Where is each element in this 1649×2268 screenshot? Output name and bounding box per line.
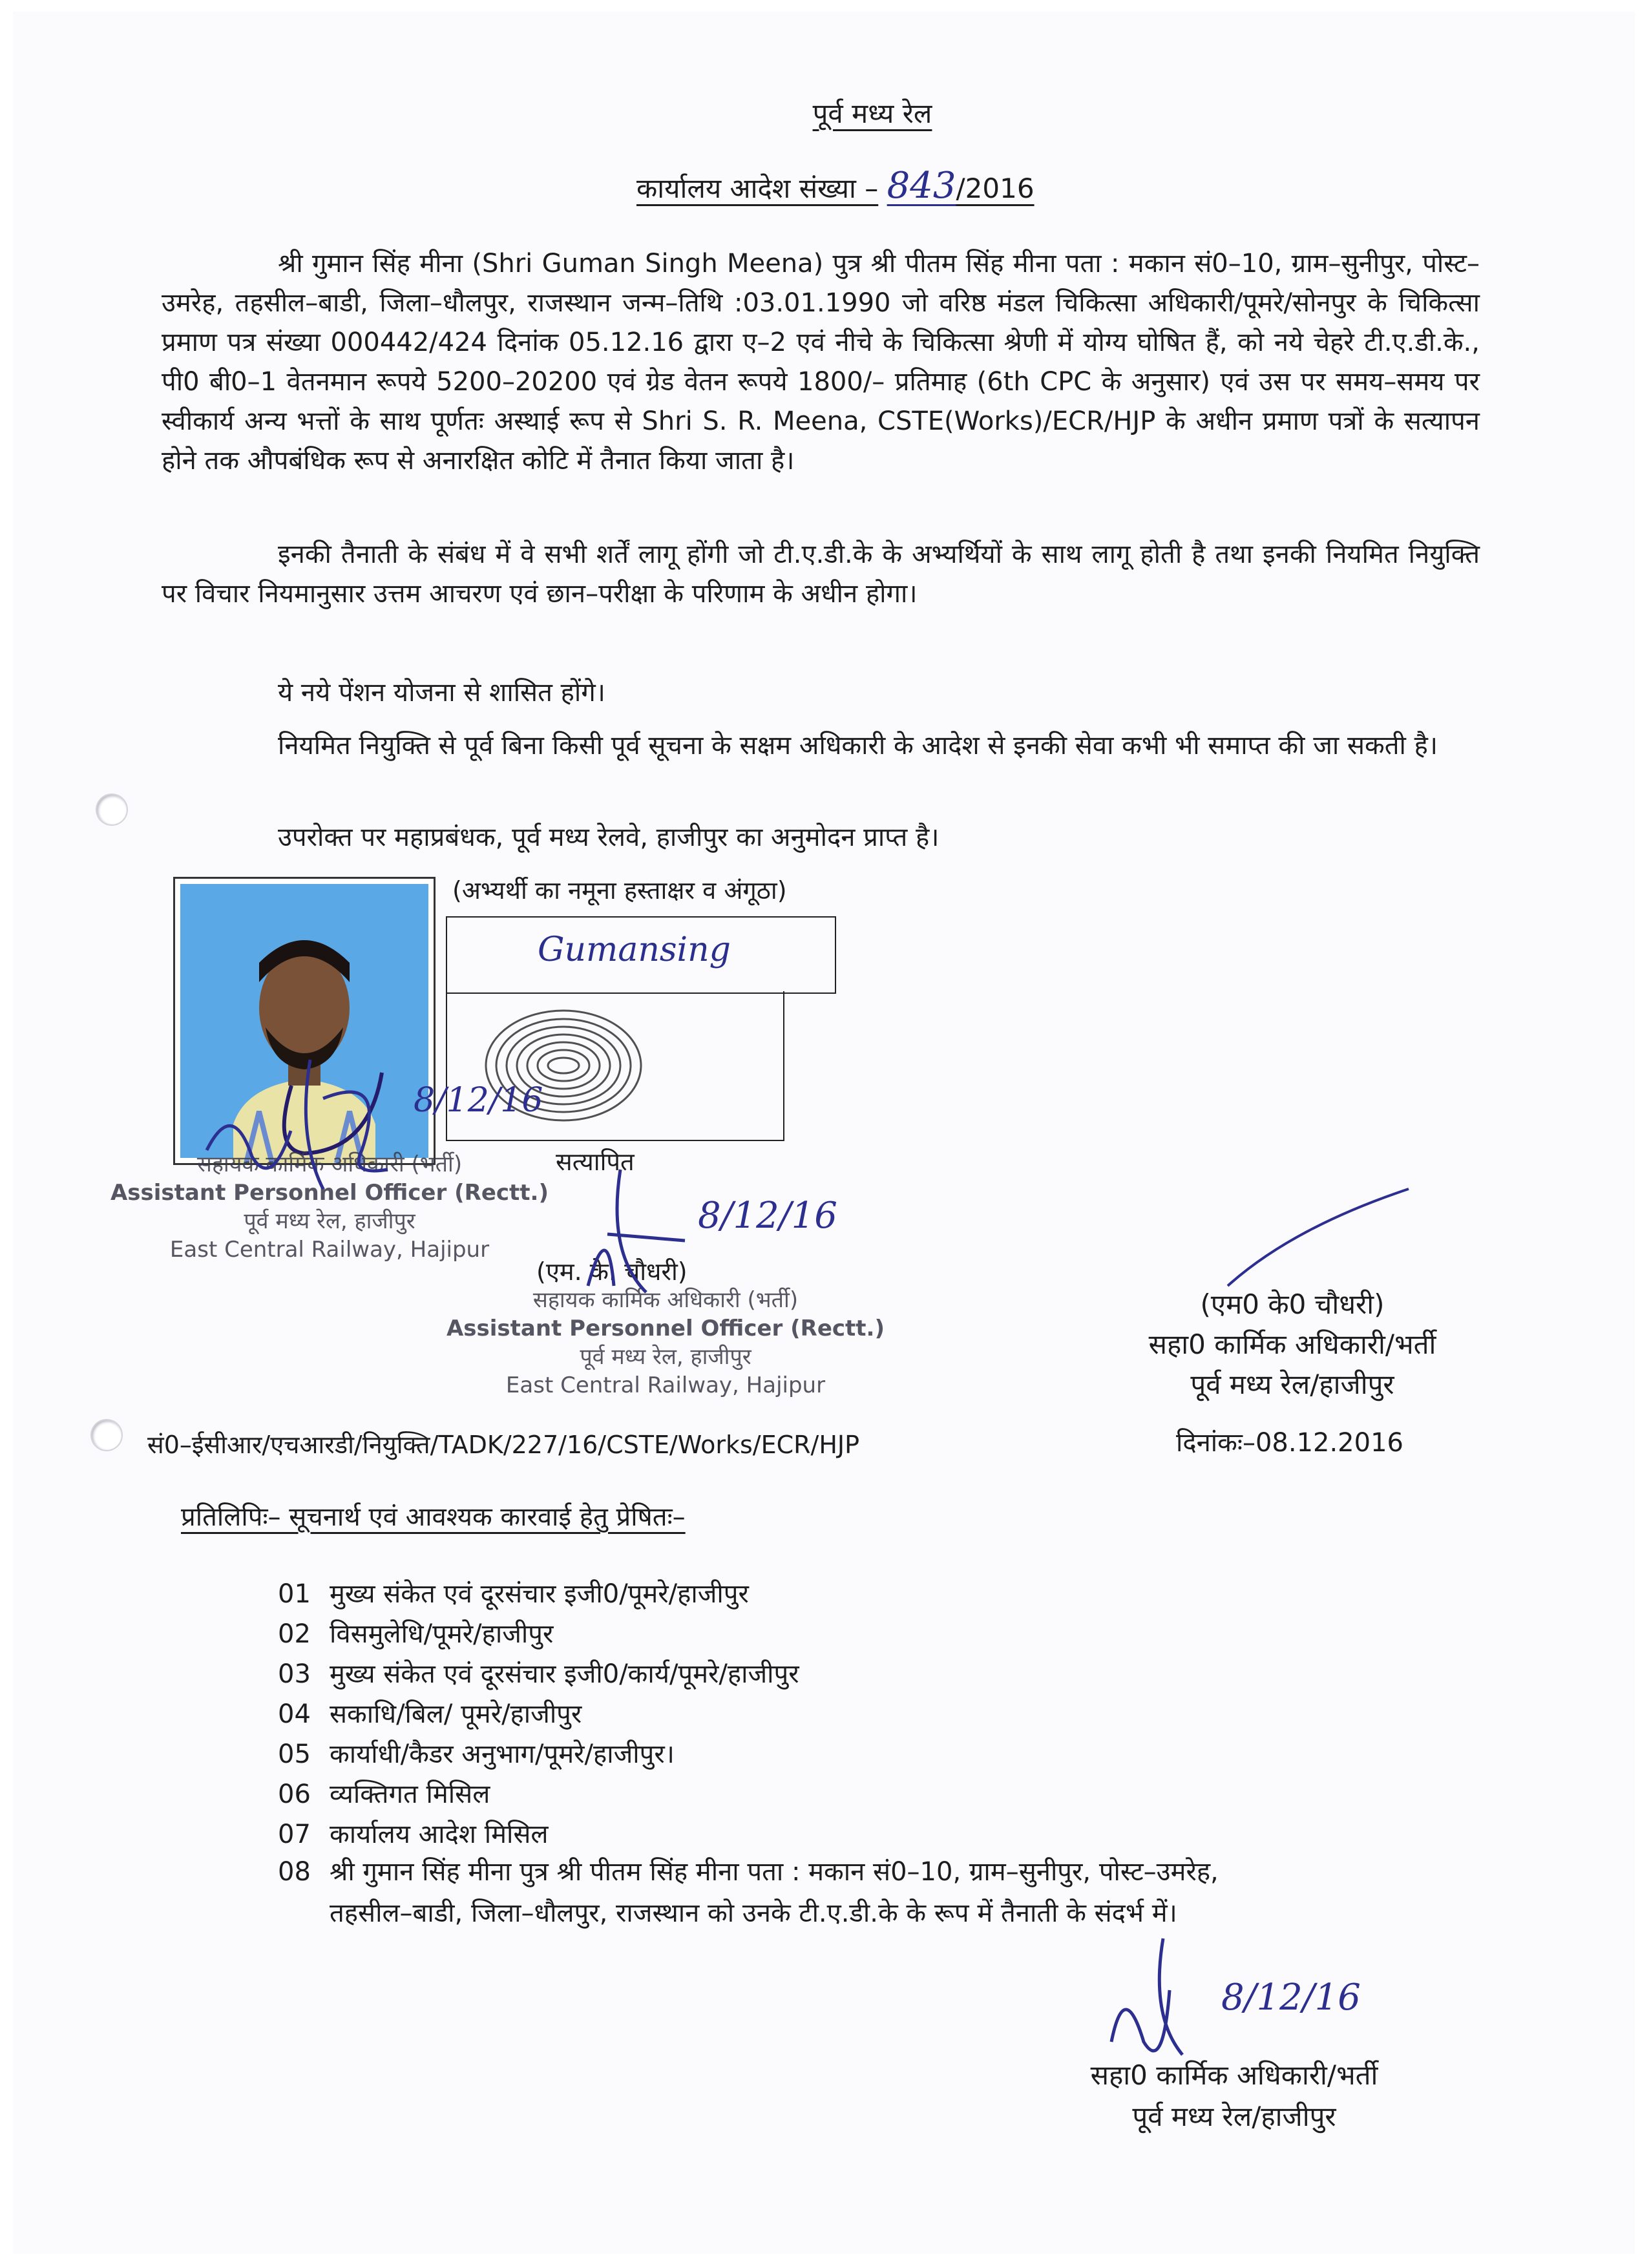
copy-item-8: 08 श्री गुमान सिंह मीना पुत्र श्री पीतम सिंह मीना पता : मकान सं0–10, ग्राम–सुनीपुर, पोस्ट–उमरेह, xyxy=(278,1857,1219,1887)
footer-designation: सहा0 कार्मिक अधिकारी/भर्ती xyxy=(1090,2059,1378,2091)
specimen-caption: (अभ्यर्थी का नमूना हस्ताक्षर व अंगूठा) xyxy=(452,876,787,905)
svg-text:8/12/16: 8/12/16 xyxy=(414,1081,543,1120)
reference-date: दिनांकः–08.12.2016 xyxy=(1176,1428,1403,1458)
signatory-block xyxy=(1111,1285,1473,1405)
candidate-signature: Gumansing xyxy=(538,930,731,969)
order-number: 843 xyxy=(887,165,956,207)
paragraph-conditions: इनकी तैनाती के संबंध में वे सभी शर्तें लागू होंगी जो टी.ए.डी.के के अभ्यर्थियों के साथ लागू होती है तथा इनकी नियमित नियुक्ति पर विचार नियमानुसार उत्तम आचरण एवं छान–परीक्षा के परिणाम के अधीन होगा। xyxy=(162,540,1480,609)
paragraph-pension: ये नये पेंशन योजना से शासित होंगे। xyxy=(278,678,605,708)
stamp-center: सहायक कार्मिक अधिकारी (भर्ती) Assistant Personnel Officer (Rectt.) पूर्व मध्य रेल, हाजीपुर East Central Railway, Hajipur xyxy=(446,1287,885,1398)
verified-label: सत्यापित xyxy=(556,1148,635,1176)
copy-item: 03 मुख्य संकेत एवं दूरसंचार इजी0/कार्य/पूमरे/हाजीपुर xyxy=(278,1659,799,1689)
verifier-sign-date: 8/12/16 xyxy=(698,1195,837,1237)
paragraph-appointment: श्री गुमान सिंह मीना (Shri Guman Singh Meena) पुत्र श्री पीतम सिंह मीना पता : मकान सं0–10, ग्राम–सुनीपुर, पोस्ट–उमरेह, तहसील–बाडी, जिला–धौलपुर, राजस्थान जन्म–तिथि :03.01.1990 जो वरिष्ठ मंडल चिकित्सा अधिकारी/पूमरे/सोनपुर के चिकित्सा प्रमाण पत्र संख्या 000442/424 दिनांक 05.12.16 द्वारा ए–2 एवं नीचे के चिकित्सा श्रेणी में योग्य घोषित हैं, को नये चेहरे टी.ए.डी.के., पी0 बी0–1 वेतनमान रूपये 5200–20200 एवं ग्रेड वेतन रूपये 1800/– प्रतिमाह (6th CPC के अनुसार) एवं उस पर समय–समय पर स्वीकार्य अन्य भत्तों के साथ पूर्णतः अस्थाई रूप से Shri S. R. Meena, CSTE(Works)/ECR/HJP के अधीन प्रमाण पत्रों के सत्यापन होने तक औपबंधिक रूप से अनारक्षित कोटि में तैनात किया जाता है। xyxy=(162,249,1480,476)
reference-number: सं0–ईसीआर/एचआरडी/नियुक्ति/TADK/227/16/CSTE/Works/ECR/HJP xyxy=(147,1431,860,1459)
copy-item-8-cont: तहसील–बाडी, जिला–धौलपुर, राजस्थान को उनके टी.ए.डी.के के रूप में तैनाती के संदर्भ में। xyxy=(330,1898,1177,1928)
signatory-designation: सहा0 कार्मिक अधिकारी/भर्ती xyxy=(1148,1328,1436,1360)
verifier-name: (एम. के. चौधरी) xyxy=(536,1257,688,1286)
order-prefix: कार्यालय आदेश संख्या – xyxy=(636,173,879,204)
copy-item: 02 विसमुलेधि/पूमरे/हाजीपुर xyxy=(278,1619,554,1649)
org-title: पूर्व मध्य रेल xyxy=(812,98,932,129)
order-suffix: /2016 xyxy=(956,173,1035,204)
copy-item: 06 व्यक्तिगत मिसिल xyxy=(278,1780,490,1809)
copy-item: 01 मुख्य संकेत एवं दूरसंचार इजी0/पूमरे/हाजीपुर xyxy=(278,1579,749,1609)
copy-item: 07 कार्यालय आदेश मिसिल xyxy=(278,1820,549,1849)
footer-signatory xyxy=(1034,2055,1434,2137)
paragraph-approval: उपरोक्त पर महाप्रबंधक, पूर्व मध्य रेलवे, हाजीपुर का अनुमोदन प्राप्त है। xyxy=(278,823,940,852)
footer-office: पूर्व मध्य रेल/हाजीपुर xyxy=(1132,2101,1336,2132)
punch-hole-bottom xyxy=(92,1420,121,1450)
signatory-office: पूर्व मध्य रेल/हाजीपुर xyxy=(1190,1369,1394,1400)
signatory-name: (एम0 के0 चौधरी) xyxy=(1200,1288,1385,1320)
signature-box xyxy=(446,916,836,994)
copy-item: 05 कार्याधी/कैडर अनुभाग/पूमरे/हाजीपुर। xyxy=(278,1739,675,1769)
footer-sign-date: 8/12/16 xyxy=(1221,1977,1361,2019)
copy-item: 04 सकाधि/बिल/ पूमरे/हाजीपुर xyxy=(278,1699,582,1729)
stamp-left: सहायक कार्मिक अधिकारी (भर्ती) Assistant Personnel Officer (Rectt.) पूर्व मध्य रेल, हाजीपुर East Central Railway, Hajipur xyxy=(110,1151,549,1263)
order-heading xyxy=(636,165,1153,207)
signature-scribble-footer xyxy=(1092,1926,1415,2074)
signature-scribble-center xyxy=(569,1157,930,1305)
paragraph-termination: नियमित नियुक्ति से पूर्व बिना किसी पूर्व सूचना के सक्षम अधिकारी के आदेश से इनकी सेवा कभी भी समाप्त की जा सकती है। xyxy=(278,731,1438,761)
copy-heading: प्रतिलिपिः– सूचनार्थ एवं आवश्यक कारवाई हेतु प्रेषितः– xyxy=(181,1502,686,1532)
punch-hole-top xyxy=(97,795,127,824)
signature-scribble-left xyxy=(194,1021,569,1202)
